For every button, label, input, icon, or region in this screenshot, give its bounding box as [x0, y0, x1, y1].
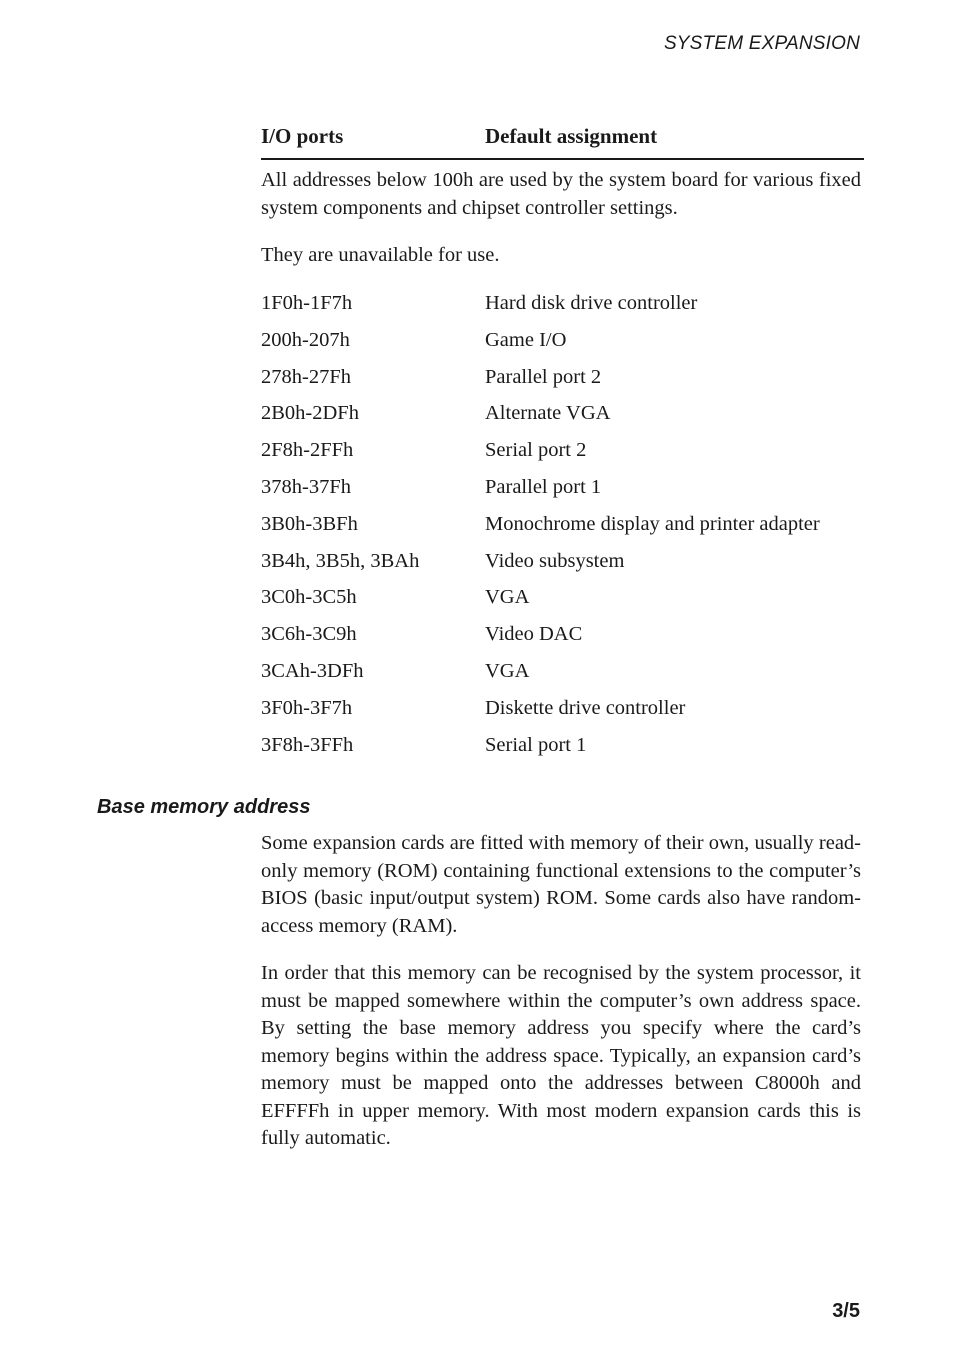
column-header-default-assignment: Default assignment [485, 124, 658, 148]
table-row [261, 329, 864, 366]
table-row [261, 586, 864, 623]
port-address: 2B0h-2DFh [261, 402, 359, 425]
port-address: 3B4h, 3B5h, 3BAh [261, 549, 420, 572]
port-assignment: Game I/O [485, 328, 567, 351]
port-assignment: Parallel port 1 [485, 475, 602, 498]
page-number: 3/5 [832, 1300, 860, 1322]
port-address: 378h-37Fh [261, 475, 351, 498]
port-address: 1F0h-1F7h [261, 292, 353, 314]
port-address: 2F8h-2FFh [261, 439, 354, 462]
table-row [261, 734, 864, 771]
port-assignment: Parallel port 2 [485, 365, 602, 388]
section-heading: Base memory address [97, 796, 311, 818]
body-paragraph: In order that this memory can be recognised by the system processor, it must be mapped somewhere within the computer’s own address space. By setting the base memory address you specify where the card’s memory begins within the address space. Typically, an expansion card’s memory must be mapped onto the addresses between C8000h and EFFFFh in upper memory. With most modern expansion cards this is fully automatic. [261, 962, 861, 1149]
port-assignment: Monochrome display and printer adapter [485, 512, 820, 535]
port-address: 3CAh-3DFh [261, 659, 364, 682]
port-assignment: Serial port 1 [485, 733, 587, 756]
table-row [261, 402, 864, 439]
table-row [261, 513, 864, 550]
io-port-table [261, 292, 864, 770]
table-row [261, 439, 864, 476]
table-row [261, 660, 864, 697]
port-address: 3B0h-3BFh [261, 512, 358, 535]
table-row [261, 292, 864, 329]
port-address: 3F8h-3FFh [261, 733, 354, 756]
port-assignment: Hard disk drive controller [485, 292, 698, 314]
column-header-io-ports: I/O ports [261, 124, 344, 148]
port-assignment: Alternate VGA [485, 402, 611, 425]
port-address: 3C6h-3C9h [261, 623, 357, 646]
port-address: 3F0h-3F7h [261, 696, 353, 719]
io-table-header [261, 124, 864, 160]
port-assignment: VGA [485, 586, 530, 609]
table-row [261, 550, 864, 587]
port-address: 3C0h-3C5h [261, 586, 357, 609]
body-paragraph: Some expansion cards are fitted with memory of their own, usually read-only memory (ROM) containing functional extensions to the computer’s BIOS (basic input/output system) ROM. Some cards also have random-access memory (RAM). [261, 832, 861, 937]
port-assignment: VGA [485, 659, 530, 682]
section-body [261, 830, 861, 1173]
port-assignment: Diskette drive controller [485, 696, 686, 719]
port-address: 278h-27Fh [261, 365, 351, 388]
io-table-intro [261, 167, 861, 290]
running-head: SYSTEM EXPANSION [663, 33, 860, 54]
port-assignment: Serial port 2 [485, 439, 587, 462]
table-row [261, 476, 864, 513]
table-row [261, 366, 864, 403]
intro-note: They are unavailable for use. [261, 244, 500, 266]
table-row [261, 623, 864, 660]
port-assignment: Video subsystem [485, 549, 625, 572]
table-row [261, 697, 864, 734]
port-assignment: Video DAC [485, 623, 583, 646]
intro-paragraph: All addresses below 100h are used by the system board for various fixed system components and chipset controller settings. [261, 169, 861, 219]
port-address: 200h-207h [261, 328, 350, 351]
